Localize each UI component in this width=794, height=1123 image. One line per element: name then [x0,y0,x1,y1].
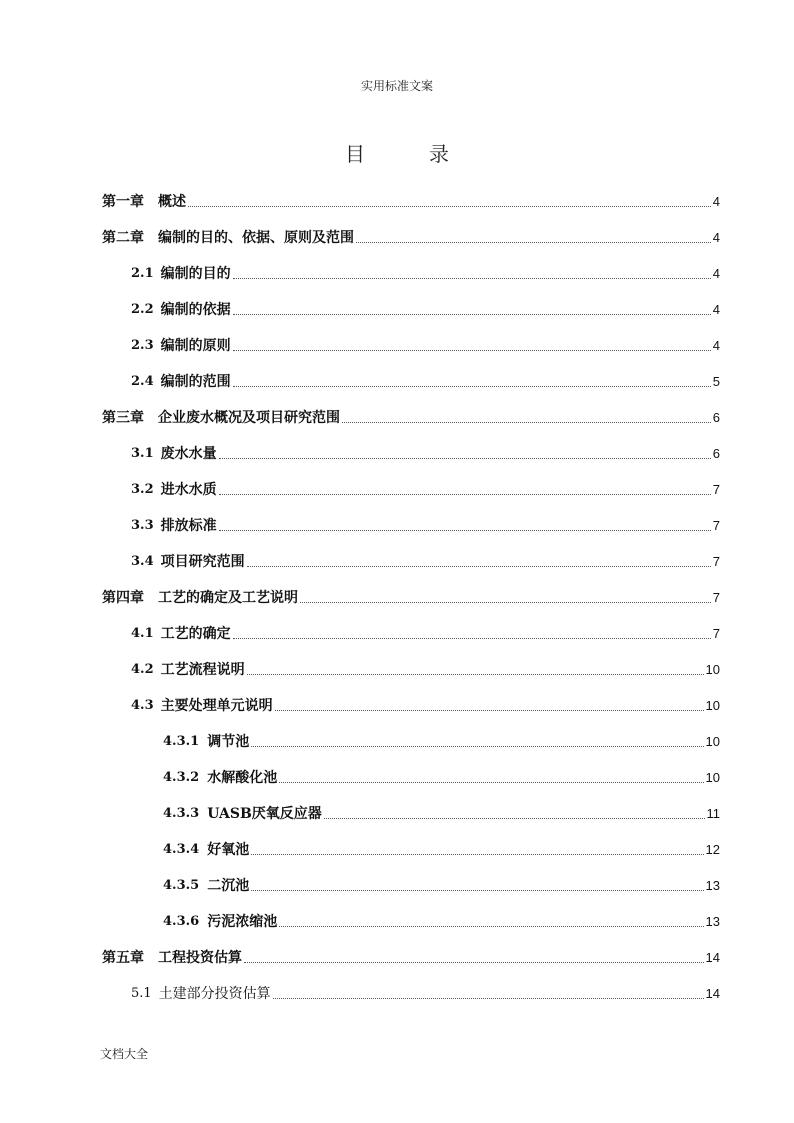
dot-leader [279,782,703,783]
dot-leader [233,350,711,351]
toc-entry[interactable] [102,938,720,974]
toc-entry-label: 概述 [158,194,186,210]
toc-entry-number: 3.4 [131,554,154,569]
toc-entry-page: 4 [712,338,720,353]
dot-leader [219,458,711,459]
dot-leader [324,818,705,819]
dot-leader [233,314,711,315]
toc-entry[interactable] [102,650,720,686]
toc-entry-page: 4 [712,194,720,209]
toc-entry-page: 10 [705,734,720,749]
toc-entry[interactable] [102,722,720,758]
toc-entry-label: 排放标准 [160,518,217,534]
toc-entry-number: 5.1 [131,986,152,1001]
toc-entry-label: 工程投资估算 [158,950,242,966]
toc-entry-number: 3.2 [131,482,154,497]
toc-entry-number: 4.1 [131,626,154,641]
toc-entry-page: 6 [712,446,720,461]
toc-entry[interactable] [102,866,720,902]
toc-entry-page: 14 [705,950,720,965]
dot-leader [356,242,711,243]
toc-entry-number: 2.1 [131,266,154,281]
toc-entry-number: 2.4 [131,374,154,389]
toc-entry-page: 4 [712,266,720,281]
dot-leader [244,962,704,963]
toc-entry-page: 10 [705,662,720,677]
toc-entry-page: 10 [705,770,720,785]
toc-entry-number: 第三章 [102,410,144,426]
toc-entry[interactable] [102,578,720,614]
toc-entry-number: 4.3.3 [163,806,200,821]
toc-entry[interactable] [102,794,720,830]
page-footer: 文档大全 [100,1047,149,1061]
toc-entry[interactable] [102,182,720,218]
toc-entry-label: 二沉池 [207,878,250,894]
dot-leader [233,278,711,279]
dot-leader [247,674,704,675]
toc-entry-page: 10 [705,698,720,713]
toc-entry-number: 3.3 [131,518,154,533]
dot-leader [251,854,703,855]
dot-leader [273,998,704,999]
toc-entry-number: 第二章 [102,230,144,246]
toc-entry-label: UASB厌氧反应器 [207,806,322,822]
toc-entry-page: 12 [705,842,720,857]
toc-entry[interactable] [102,974,720,1010]
toc-entry-page: 4 [712,302,720,317]
toc-entry-number: 4.3.2 [163,770,200,785]
toc-title-left: 目 [345,142,365,166]
toc-entry[interactable] [102,902,720,938]
toc-entry-label: 进水水质 [160,482,217,498]
toc-entry[interactable] [102,362,720,398]
dot-leader [219,530,711,531]
toc-title [0,138,794,167]
dot-leader [342,422,711,423]
toc-entry-page: 11 [706,806,720,821]
toc-entry-number: 第四章 [102,590,144,606]
dot-leader [251,890,703,891]
dot-leader [275,710,704,711]
toc-entry-number: 4.3.1 [163,734,200,749]
toc-entry[interactable] [102,542,720,578]
toc-entry[interactable] [102,758,720,794]
toc-entry-label: 编制的目的 [160,266,231,282]
toc-entry[interactable] [102,614,720,650]
toc-entry-page: 5 [712,374,720,389]
page-header: 实用标准文案 [360,79,433,93]
toc-entry-label: 工艺流程说明 [160,662,245,678]
toc-title-right: 录 [429,142,449,166]
dot-leader [233,386,711,387]
toc-entry[interactable] [102,686,720,722]
toc-entry-page: 13 [705,878,720,893]
dot-leader [279,926,703,927]
dot-leader [188,206,711,207]
toc-entry-label: 项目研究范围 [160,554,245,570]
toc-entry-label: 调节池 [207,734,250,750]
toc-entry[interactable] [102,506,720,542]
toc-entry-label: 水解酸化池 [207,770,278,786]
toc-entry-page: 13 [705,914,720,929]
toc-entry-number: 4.2 [131,662,154,677]
toc-entry-label: 工艺的确定及工艺说明 [158,590,298,606]
dot-leader [247,566,711,567]
toc-entry-number: 4.3.4 [163,842,200,857]
toc-entry-label: 企业废水概况及项目研究范围 [158,410,340,426]
toc-entry-number: 3.1 [131,446,154,461]
toc-entry-number: 4.3.6 [163,914,200,929]
toc-entry-label: 编制的依据 [160,302,231,318]
toc-entry-label: 编制的范围 [160,374,231,390]
toc-entry-page: 4 [712,230,720,245]
toc-entry-page: 7 [712,518,720,533]
toc-entry-number: 2.2 [131,302,154,317]
toc-entry[interactable] [102,290,720,326]
toc-entry-number: 4.3.5 [163,878,200,893]
toc-entry-number: 2.3 [131,338,154,353]
toc-entry-page: 7 [712,626,720,641]
toc-entry-label: 废水水量 [160,446,217,462]
toc-entry-page: 6 [712,410,720,425]
dot-leader [233,638,711,639]
dot-leader [219,494,711,495]
toc-entry[interactable] [102,398,720,434]
toc-entry[interactable] [102,830,720,866]
toc-entry-label: 污泥浓缩池 [207,914,278,930]
toc-entry[interactable] [102,434,720,470]
toc-entry[interactable] [102,218,720,254]
toc-entry-number: 4.3 [131,698,154,713]
toc-entry-number: 第一章 [102,194,144,210]
toc-entry-label: 好氧池 [207,842,250,858]
toc-entry-label: 土建部分投资估算 [158,986,271,1002]
toc-entry-label: 工艺的确定 [160,626,231,642]
toc-entry-number: 第五章 [102,950,144,966]
toc-entry-label: 编制的目的、依据、原则及范围 [158,230,354,246]
toc-entry-label: 主要处理单元说明 [160,698,273,714]
table-of-contents [102,182,720,1010]
toc-entry-page: 7 [712,554,720,569]
toc-entry[interactable] [102,470,720,506]
toc-entry-page: 7 [712,590,720,605]
toc-entry[interactable] [102,326,720,362]
dot-leader [300,602,711,603]
dot-leader [251,746,703,747]
toc-entry-page: 7 [712,482,720,497]
toc-entry-label: 编制的原则 [160,338,231,354]
toc-entry[interactable] [102,254,720,290]
toc-entry-page: 14 [705,986,720,1001]
